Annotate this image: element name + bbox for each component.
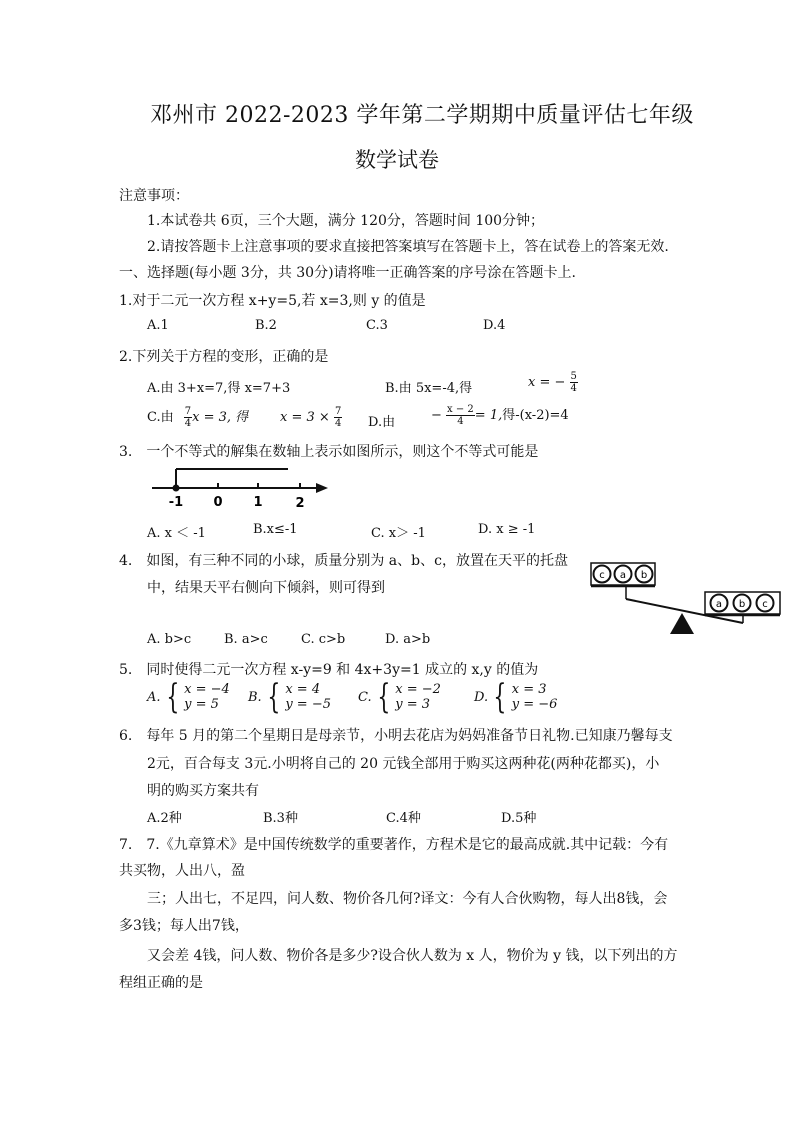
q2-c-result-fraction: $\frac{7}{4}$ (334, 406, 342, 429)
svg-text:a: a (715, 599, 723, 610)
q3-option-d: D. x ≥ -1 (478, 522, 536, 537)
notice-item-2: 2.请按答题卡上注意事项的要求直接把答案填写在答题卡上，答在试卷上的答案无效. (147, 239, 669, 255)
q2-b-fraction: $\frac{5}{4}$ (570, 371, 577, 394)
q2-stem: 2.下列关于方程的变形，正确的是 (119, 349, 329, 365)
q1-option-a: A.1 (147, 318, 169, 333)
q4-option-b: B. a>c (224, 632, 268, 647)
q3-option-b: B.x≤-1 (253, 522, 298, 537)
q2-option-c: C.由 $\frac{7}{4}$ x = 3, 得 (147, 406, 249, 429)
balance-figure (585, 555, 785, 640)
q3-stem: 3. 一个不等式的解集在数轴上表示如图所示，则这个不等式可能是 (119, 444, 539, 460)
q2-option-d: D.由 (368, 415, 396, 430)
notice-heading: 注意事项： (119, 188, 189, 204)
q3-option-a: A. x ＜ -1 (147, 526, 206, 541)
q2-c-fraction: $\frac{7}{4}$ (184, 406, 192, 429)
q6-option-a: A.2种 (147, 811, 182, 826)
tick-label-1: 1 (253, 495, 263, 510)
tick-label-0: 0 (213, 495, 223, 510)
q1-option-c: C.3 (366, 318, 388, 333)
q2-option-a: A.由 3+x=7,得 x=7+3 (147, 381, 291, 396)
svg-text:b: b (640, 570, 648, 581)
q7-line3: 三；人出七，不足四，问人数、物价各几何?译文：今有人合伙购物，每人出8钱，会 (147, 891, 668, 907)
left-balls (594, 566, 653, 583)
tick-label-2: 2 (295, 496, 305, 511)
q2-option-b-math: x = − $\frac{5}{4}$ (528, 371, 577, 394)
q5-option-d: D. { x = 3 y = −6 (474, 677, 558, 717)
q2-option-d-math: − $\frac{x - 2}{4}$ = 1,得-(x-2)=4 (431, 404, 569, 427)
q4-option-c: C. c>b (301, 632, 346, 647)
q6-line3: 明的购买方案共有 (147, 783, 259, 799)
q3-option-c: C. x＞ -1 (371, 526, 426, 541)
svg-text:c: c (762, 599, 768, 610)
q7-line4: 多3钱；每人出7钱， (119, 918, 249, 934)
q2-option-b: B.由 5x=-4,得 (385, 381, 473, 396)
q6-option-c: C.4种 (386, 811, 421, 826)
q5-stem: 5. 同时使得二元一次方程 x-y=9 和 4x+3y=1 成立的 x,y 的值为 (119, 662, 539, 678)
page-subtitle: 数学试卷 (355, 148, 439, 172)
svg-text:b: b (738, 599, 746, 610)
q5-option-c: C. { x = −2 y = 3 (358, 677, 441, 717)
q4-stem-line1: 4. 如图，有三种不同的小球，质量分别为 a、b、c，放置在天平的托盘 (119, 553, 568, 569)
notice-item-1: 1.本试卷共 6页，三个大题，满分 120分，答题时间 100分钟； (147, 213, 545, 229)
tick-label-neg1: -1 (168, 495, 184, 510)
q7-line2: 共买物，人出八，盈 (119, 863, 245, 879)
q4-option-a: A. b>c (147, 632, 192, 647)
q4-stem-line2: 中，结果天平右侧向下倾斜，则可得到 (147, 580, 385, 596)
q7-line5: 又会差 4钱，问人数、物价各是多少?设合伙人数为 x 人，物价为 y 钱，以下列出的方 (147, 948, 678, 964)
fulcrum (670, 613, 694, 634)
q7-line6: 程组正确的是 (119, 975, 203, 991)
page-title: 邓州市 2022-2023 学年第二学期期中质量评估七年级 (150, 103, 694, 128)
right-balls (711, 595, 774, 612)
q5-option-a: A. { x = −4 y = 5 (147, 677, 230, 717)
number-line-figure (148, 465, 333, 511)
axis-arrow (316, 483, 328, 493)
q6-option-d: D.5种 (501, 811, 537, 826)
q7-line1: 7. 7.《九章算术》是中国传统数学的重要著作，方程术是它的最高成就.其中记载：今有 (119, 837, 669, 853)
q6-line1: 6. 每年 5 月的第二个星期日是母亲节，小明去花店为妈妈准备节日礼物.已知康乃馨每支 (119, 728, 673, 744)
q6-line2: 2元，百合每支 3元.小明将自己的 20 元钱全部用于购买这两种花(两种花都买)，小 (147, 756, 660, 772)
svg-text:c: c (599, 570, 605, 581)
svg-text:a: a (619, 570, 627, 581)
q5-option-b: B. { x = 4 y = −5 (248, 677, 331, 717)
q2-d-fraction: $\frac{x - 2}{4}$ (447, 404, 474, 427)
q1-stem: 1.对于二元一次方程 x+y=5,若 x=3,则 y 的值是 (119, 293, 426, 309)
q1-option-d: D.4 (483, 318, 506, 333)
section-heading: 一、选择题(每小题 3分，共 30分)请将唯一正确答案的序号涂在答题卡上. (119, 265, 576, 281)
q6-option-b: B.3种 (263, 811, 298, 826)
q4-option-d: D. a>b (385, 632, 431, 647)
closed-dot (173, 485, 180, 492)
q2-option-c-result: x = 3 × $\frac{7}{4}$ (280, 406, 342, 429)
q1-option-b: B.2 (255, 318, 277, 333)
